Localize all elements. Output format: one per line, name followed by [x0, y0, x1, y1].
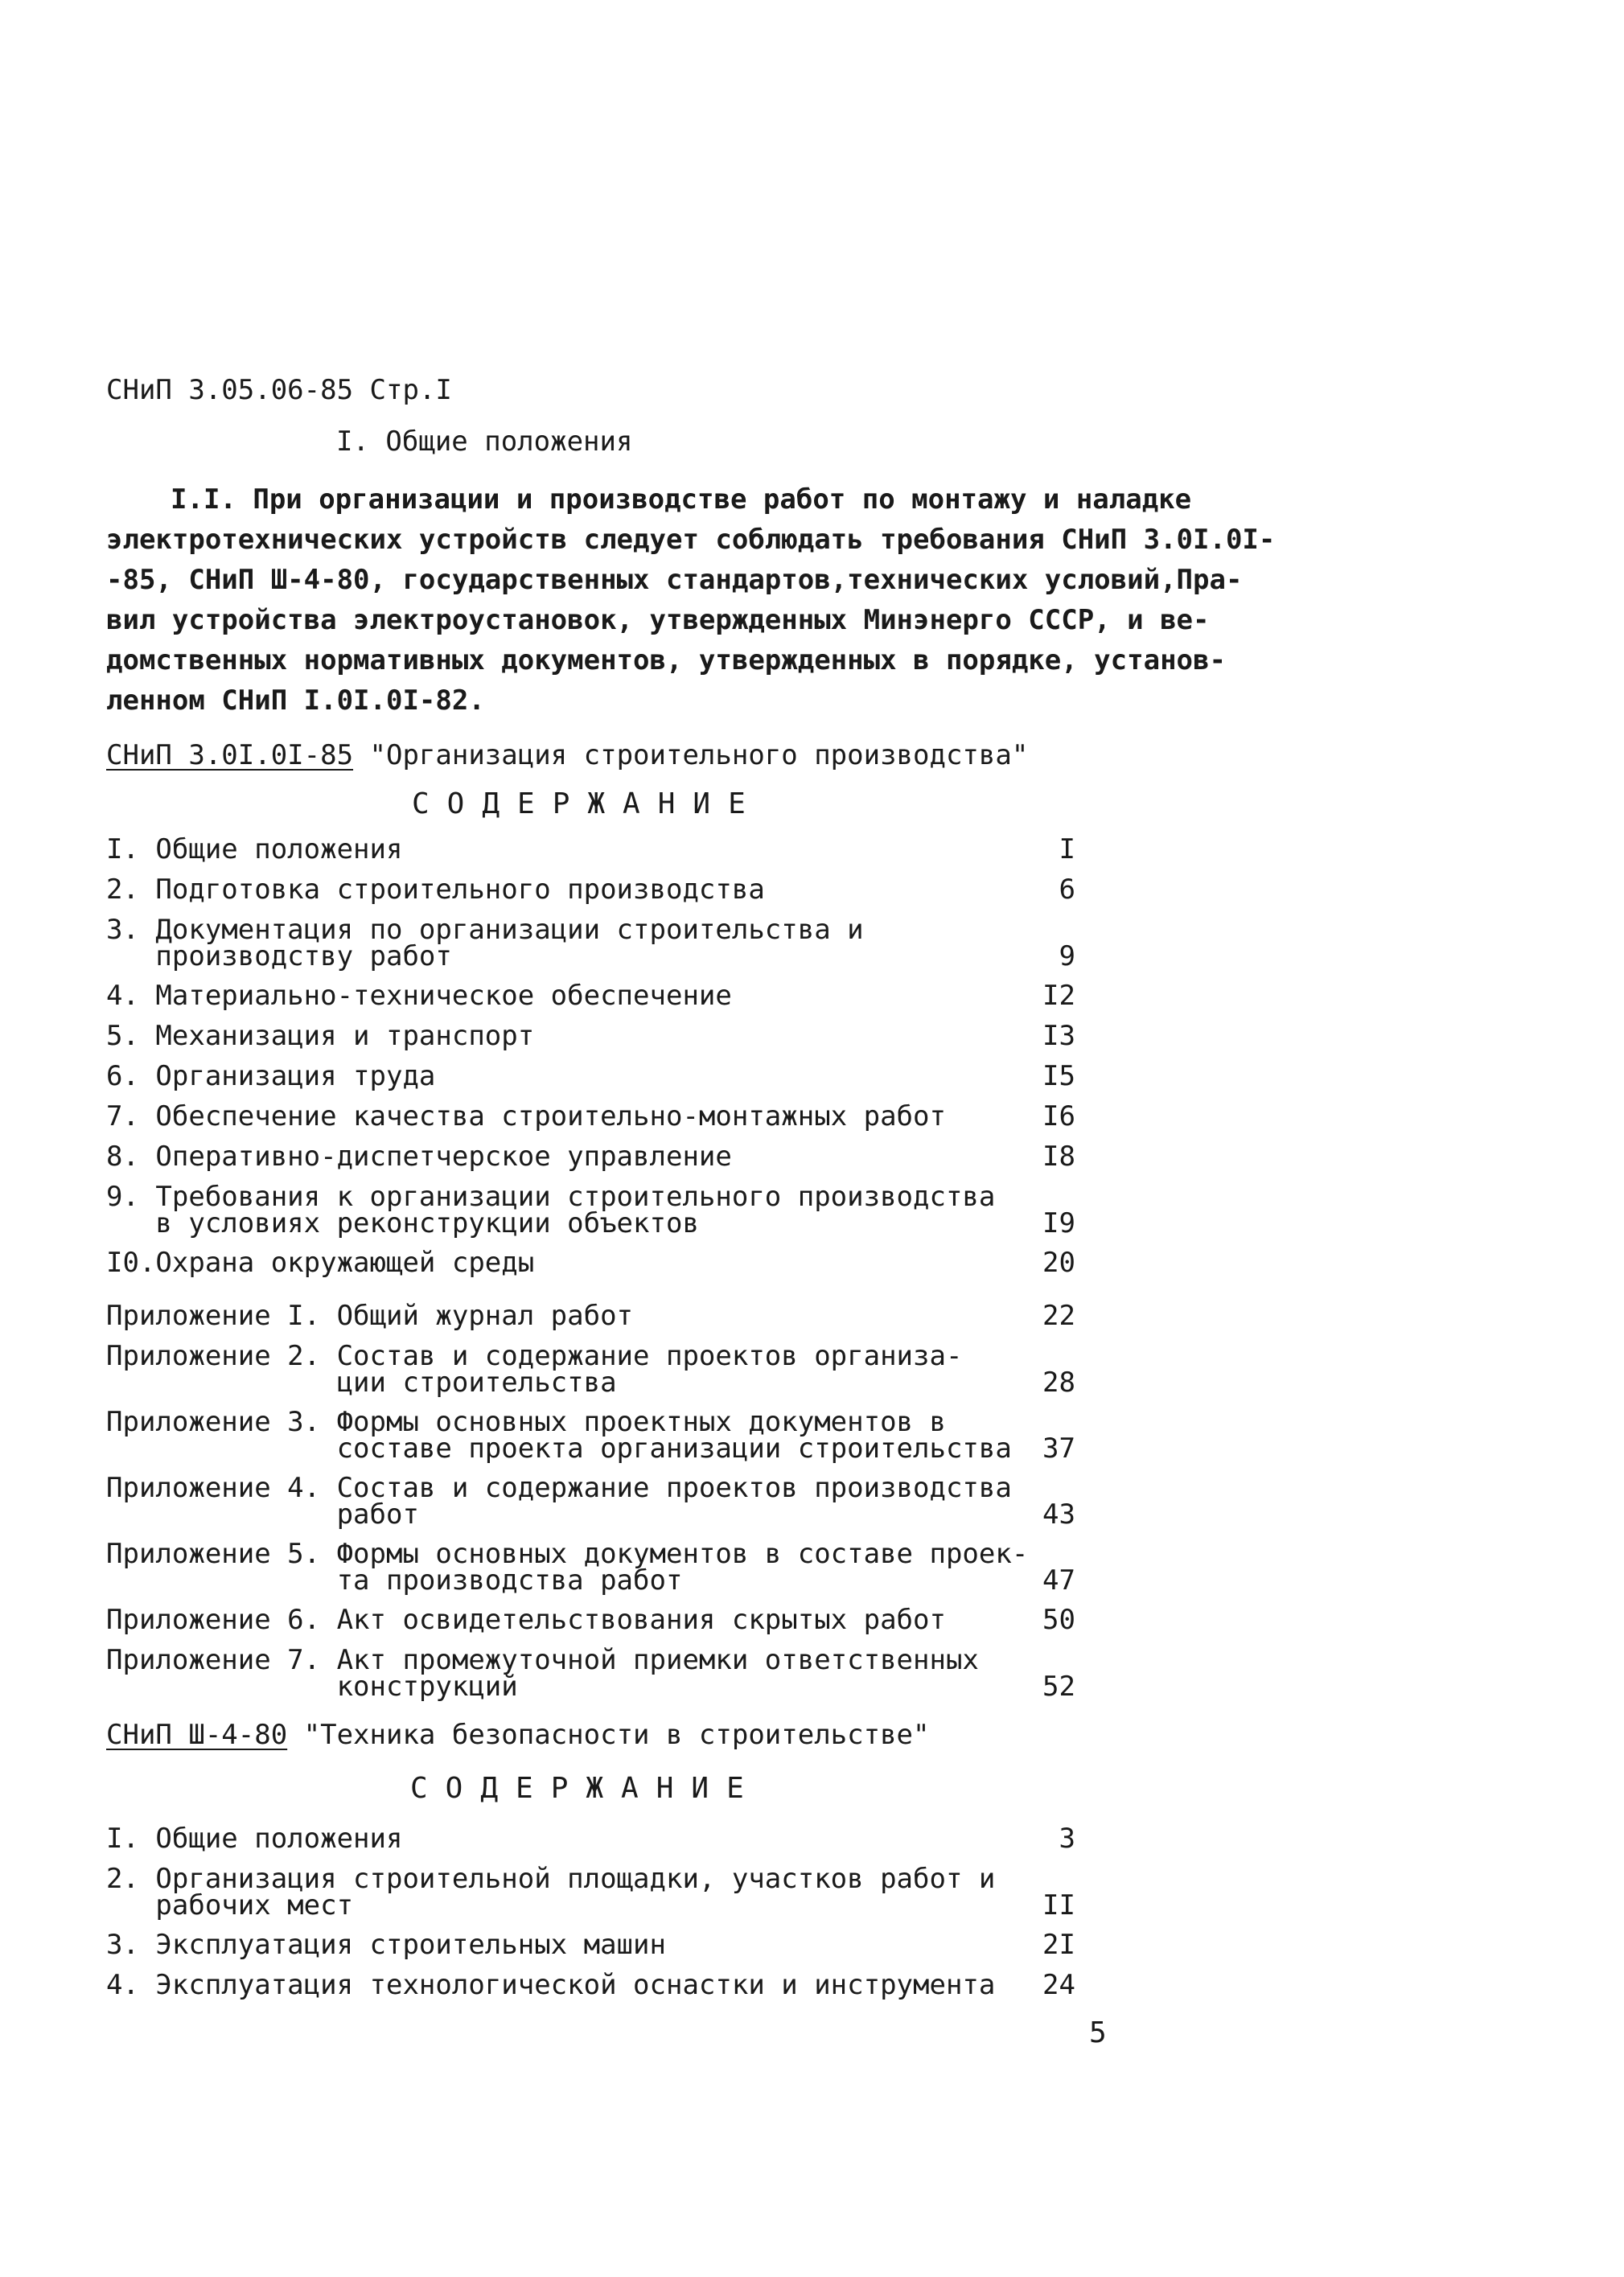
paragraph-line: I.I. При организации и производстве работ по монтажу и наладке [171, 483, 1192, 516]
toc-label: 2. Организация строительной площадки, участков работ и рабочих мест [106, 1863, 996, 1921]
toc-page: 6 [1059, 873, 1075, 906]
paragraph-line: домственных нормативных документов, утвержденных в порядке, установ- [106, 644, 1226, 676]
toc-label: 3. Документация по организации строительства и производству работ [106, 914, 864, 972]
toc-label: Приложение 3. Формы основных проектных документов в составе проекта организации строительства [106, 1406, 1012, 1465]
toc-label: Приложение I. Общий журнал работ [106, 1300, 634, 1332]
toc-page: 24 [1042, 1969, 1075, 2001]
toc-page: II [1042, 1889, 1075, 1921]
toc-page: 3 [1059, 1823, 1075, 1855]
paragraph-line: -85, СНиП Ш-4-80, государственных стандартов,технических условий,Пра- [106, 564, 1243, 596]
toc-page: I6 [1042, 1100, 1075, 1132]
section-title: I. Общие положения [336, 425, 633, 458]
toc-label: 4. Эксплуатация технологической оснастки и инструмента [106, 1969, 996, 2001]
toc-page: 22 [1042, 1300, 1075, 1332]
toc-label: 4. Материально-техническое обеспечение [106, 980, 732, 1012]
contents-heading: СОДЕРЖАНИЕ [410, 1772, 762, 1805]
toc-label: Приложение 2. Состав и содержание проектов организа- ции строительства [106, 1340, 963, 1399]
toc-page: 50 [1042, 1604, 1075, 1636]
toc-label: 2. Подготовка строительного производства [106, 873, 765, 906]
contents-heading: СОДЕРЖАНИЕ [412, 787, 763, 820]
reference-title: "Организация строительного производства" [353, 739, 1029, 771]
toc-page: I5 [1042, 1060, 1075, 1092]
document-header: СНиП 3.05.06-85 Стр.I [106, 374, 452, 406]
toc-page: 2I [1042, 1929, 1075, 1961]
toc-page: I9 [1042, 1207, 1075, 1239]
toc-label: 6. Организация труда [106, 1060, 436, 1092]
toc-page: 9 [1059, 940, 1075, 972]
reference-code: СНиП Ш-4-80 [106, 1719, 288, 1751]
toc-page: I [1059, 833, 1075, 865]
toc-page: 37 [1042, 1432, 1075, 1465]
toc-label: I. Общие положения [106, 1823, 403, 1855]
toc-page: I2 [1042, 980, 1075, 1012]
toc-label: Приложение 6. Акт освидетельствования скрытых работ [106, 1604, 946, 1636]
toc-page: I8 [1042, 1141, 1075, 1173]
paragraph-line: электротехнических устройств следует соблюдать требования СНиП 3.0I.0I- [106, 524, 1276, 556]
page-number: 5 [1089, 2016, 1107, 2049]
toc-label: 7. Обеспечение качества строительно-монтажных работ [106, 1100, 946, 1132]
toc-label: 5. Механизация и транспорт [106, 1020, 535, 1052]
paragraph-line: вил устройства электроустановок, утвержденных Минэнерго СССР, и ве- [106, 604, 1210, 636]
toc-label: 8. Оперативно-диспетчерское управление [106, 1141, 732, 1173]
toc-page: 28 [1042, 1367, 1075, 1399]
reference-code: СНиП 3.0I.0I-85 [106, 739, 354, 771]
toc-page: I3 [1042, 1020, 1075, 1052]
toc-page: 52 [1042, 1671, 1075, 1703]
toc-page: 20 [1042, 1247, 1075, 1279]
reference-line-2 [106, 1721, 930, 1749]
toc-label: Приложение 7. Акт промежуточной приемки ответственных конструкций [106, 1644, 979, 1703]
toc-page: 47 [1042, 1564, 1075, 1597]
toc-label: Приложение 5. Формы основных документов в составе проек- та производства работ [106, 1538, 1029, 1597]
paragraph-line: ленном СНиП I.0I.0I-82. [106, 684, 485, 717]
toc-label: I. Общие положения [106, 833, 403, 865]
reference-line-1 [106, 739, 1029, 771]
toc-label: I0.Охрана окружающей среды [106, 1247, 535, 1279]
toc-label: 9. Требования к организации строительного производства в условиях реконструкции объектов [106, 1181, 996, 1239]
reference-title: "Техника безопасности в строительстве" [287, 1719, 930, 1751]
toc-label: 3. Эксплуатация строительных машин [106, 1929, 666, 1961]
toc-label: Приложение 4. Состав и содержание проектов производства работ [106, 1472, 1012, 1531]
toc-page: 43 [1042, 1498, 1075, 1531]
